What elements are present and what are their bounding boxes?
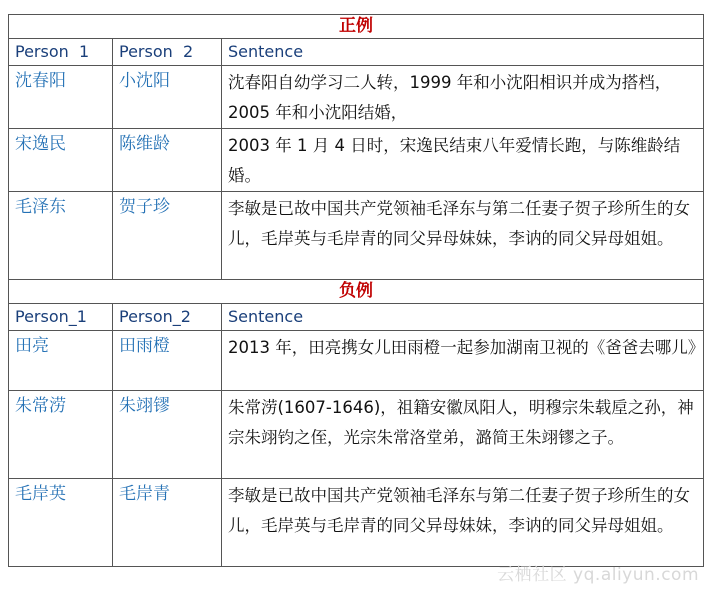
person-1-cell: 毛岸英 bbox=[9, 479, 113, 567]
column-header-sentence: Sentence bbox=[222, 39, 704, 66]
column-header-person-2: Person 2 bbox=[113, 39, 222, 66]
sentence-cell: 2013 年，田亮携女儿田雨橙一起参加湖南卫视的《爸爸去哪儿》 bbox=[222, 331, 704, 391]
negative-section-title: 负例 bbox=[9, 280, 704, 304]
sentence-cell: 朱常涝(1607-1646)，祖籍安徽凤阳人，明穆宗朱载垕之孙，神宗朱翊钧之侄，光宗朱常洛堂弟，潞简王朱翊镠之子。 bbox=[222, 391, 704, 479]
positive-column-headers bbox=[9, 39, 704, 66]
column-header-person-1: Person_1 bbox=[9, 304, 113, 331]
negative-column-headers bbox=[9, 304, 704, 331]
column-header-person-2: Person_2 bbox=[113, 304, 222, 331]
table-row bbox=[9, 479, 704, 567]
sentence-cell: 李敏是已故中国共产党领袖毛泽东与第二任妻子贺子珍所生的女儿，毛岸英与毛岸青的同父异母妹妹，李讷的同父异母姐姐。 bbox=[222, 192, 704, 280]
person-2-cell: 朱翊镠 bbox=[113, 391, 222, 479]
positive-section-title: 正例 bbox=[9, 15, 704, 39]
column-header-sentence: Sentence bbox=[222, 304, 704, 331]
relation-examples-table bbox=[8, 14, 704, 567]
table-row bbox=[9, 66, 704, 129]
person-1-cell: 朱常涝 bbox=[9, 391, 113, 479]
positive-section-header bbox=[9, 15, 704, 39]
sentence-cell: 2003 年 1 月 4 日时，宋逸民结束八年爱情长跑，与陈维龄结婚。 bbox=[222, 129, 704, 192]
table-row bbox=[9, 331, 704, 391]
person-2-cell: 毛岸青 bbox=[113, 479, 222, 567]
person-1-cell: 宋逸民 bbox=[9, 129, 113, 192]
person-1-cell: 沈春阳 bbox=[9, 66, 113, 129]
person-1-cell: 田亮 bbox=[9, 331, 113, 391]
table-row bbox=[9, 192, 704, 280]
watermark: 云栖社区 yq.aliyun.com bbox=[497, 565, 699, 585]
person-2-cell: 贺子珍 bbox=[113, 192, 222, 280]
table-row bbox=[9, 129, 704, 192]
negative-section-header bbox=[9, 280, 704, 304]
person-2-cell: 陈维龄 bbox=[113, 129, 222, 192]
sentence-cell: 沈春阳自幼学习二人转，1999 年和小沈阳相识并成为搭档，2005 年和小沈阳结婚， bbox=[222, 66, 704, 129]
person-2-cell: 小沈阳 bbox=[113, 66, 222, 129]
person-2-cell: 田雨橙 bbox=[113, 331, 222, 391]
table-row bbox=[9, 391, 704, 479]
person-1-cell: 毛泽东 bbox=[9, 192, 113, 280]
column-header-person-1: Person 1 bbox=[9, 39, 113, 66]
relation-examples-table-container bbox=[8, 14, 704, 567]
sentence-cell: 李敏是已故中国共产党领袖毛泽东与第二任妻子贺子珍所生的女儿，毛岸英与毛岸青的同父异母妹妹，李讷的同父异母姐姐。 bbox=[222, 479, 704, 567]
